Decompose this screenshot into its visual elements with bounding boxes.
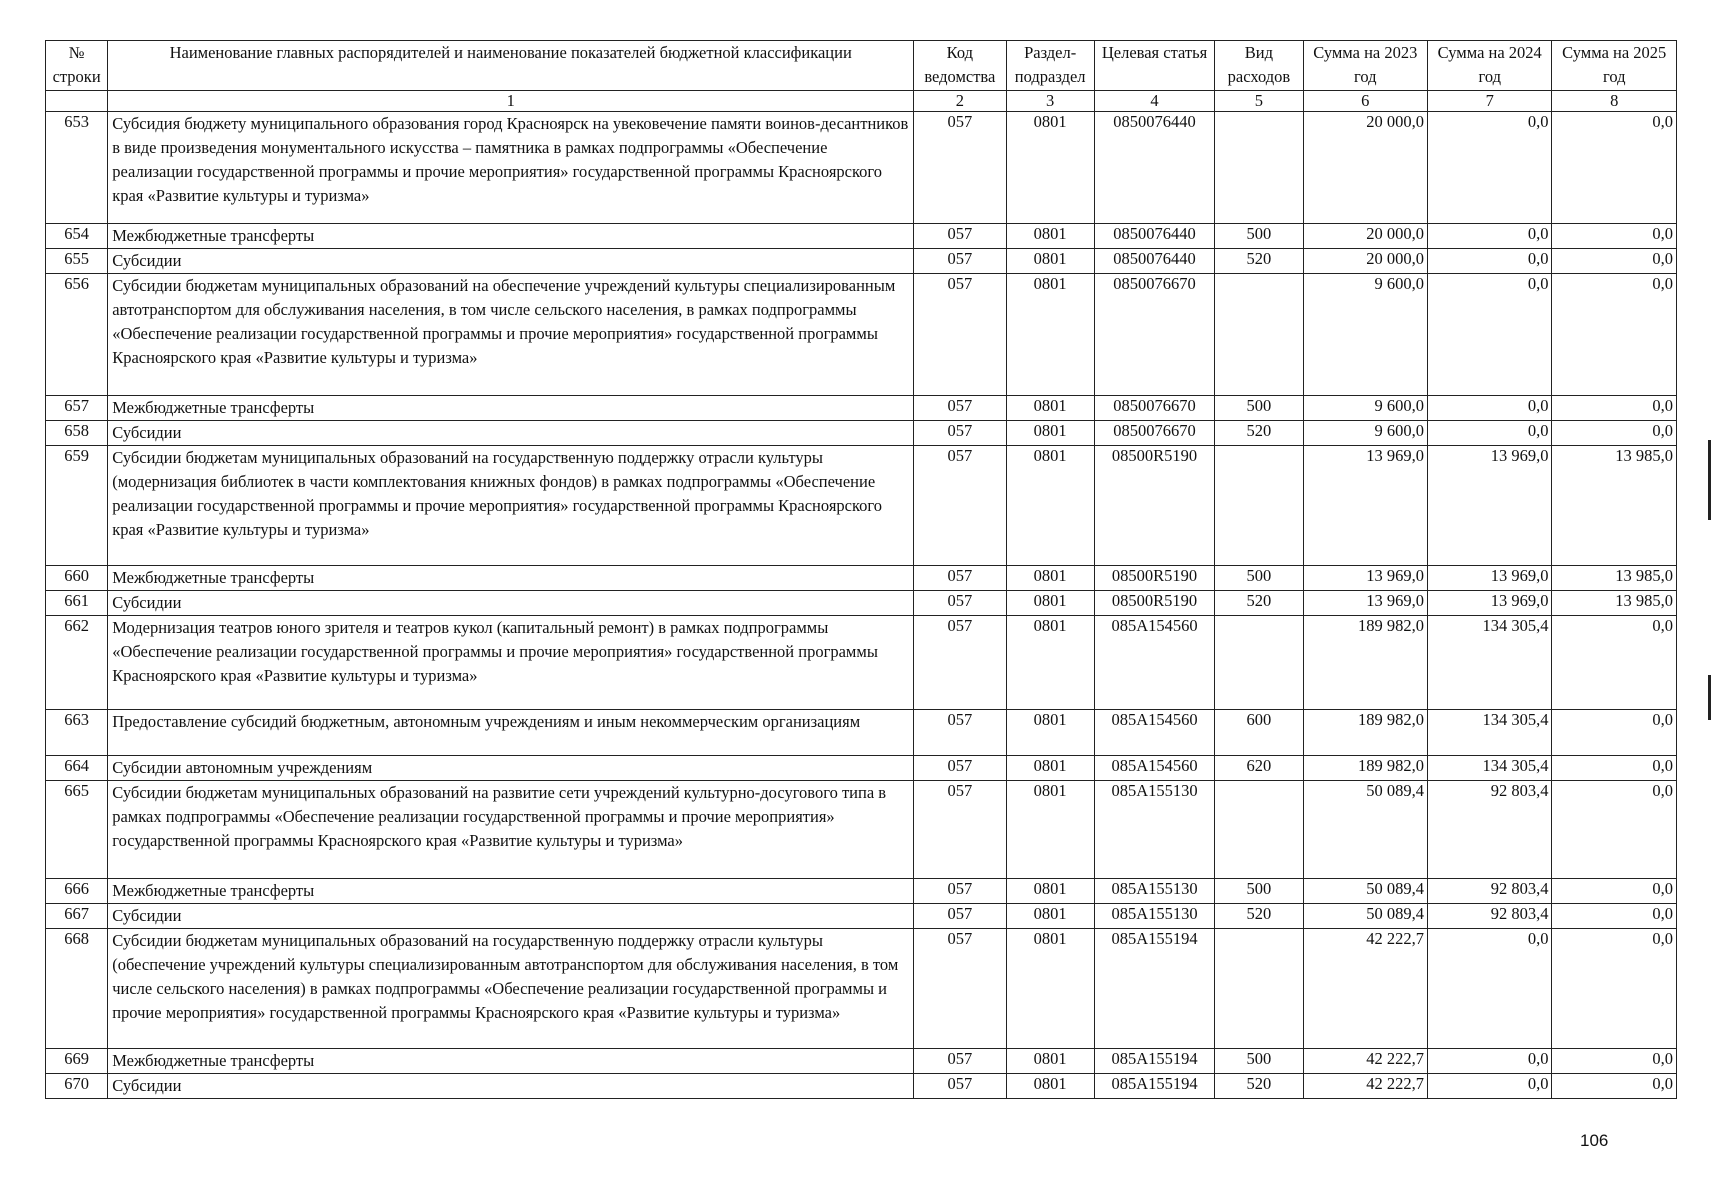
row-sum-2023: 189 982,0 [1303,710,1427,756]
row-sum-2025: 0,0 [1552,929,1677,1049]
table-row [46,396,1677,421]
row-target-article: 0850076440 [1094,112,1214,224]
row-name: Межбюджетные трансферты [108,1049,914,1074]
row-sum-2025: 0,0 [1552,224,1677,249]
row-expense-type [1215,781,1303,879]
table-row [46,249,1677,274]
table-row [46,591,1677,616]
row-sum-2023: 50 089,4 [1303,879,1427,904]
row-expense-type [1215,616,1303,710]
row-sum-2023: 20 000,0 [1303,112,1427,224]
row-expense-type: 500 [1215,566,1303,591]
row-expense-type: 520 [1215,421,1303,446]
row-target-article: 085А155130 [1094,781,1214,879]
row-number: 670 [46,1074,108,1099]
table-row [46,112,1677,224]
column-number: 5 [1215,91,1303,112]
row-section: 0801 [1006,710,1094,756]
row-target-article: 0850076670 [1094,274,1214,396]
row-sum-2023: 9 600,0 [1303,421,1427,446]
row-number: 659 [46,446,108,566]
table-row [46,274,1677,396]
row-target-article: 08500R5190 [1094,566,1214,591]
table-row [46,421,1677,446]
table-row [46,781,1677,879]
table-row [46,566,1677,591]
table-row [46,904,1677,929]
row-sum-2024: 0,0 [1428,396,1552,421]
row-section: 0801 [1006,879,1094,904]
row-section: 0801 [1006,781,1094,879]
row-section: 0801 [1006,756,1094,781]
row-target-article: 085А155194 [1094,1074,1214,1099]
column-number: 3 [1006,91,1094,112]
column-number-row [46,91,1677,112]
row-target-article: 0850076670 [1094,421,1214,446]
row-number: 667 [46,904,108,929]
row-number: 653 [46,112,108,224]
row-sum-2023: 50 089,4 [1303,781,1427,879]
row-section: 0801 [1006,616,1094,710]
row-section: 0801 [1006,396,1094,421]
row-target-article: 085А155130 [1094,904,1214,929]
row-dept-code: 057 [914,710,1006,756]
row-number: 658 [46,421,108,446]
row-section: 0801 [1006,446,1094,566]
row-section: 0801 [1006,929,1094,1049]
row-section: 0801 [1006,566,1094,591]
row-sum-2024: 0,0 [1428,1049,1552,1074]
row-sum-2023: 189 982,0 [1303,756,1427,781]
table-row [46,446,1677,566]
row-number: 660 [46,566,108,591]
row-dept-code: 057 [914,224,1006,249]
row-number: 661 [46,591,108,616]
column-number [46,91,108,112]
column-number: 2 [914,91,1006,112]
row-target-article: 085А154560 [1094,616,1214,710]
row-sum-2024: 92 803,4 [1428,904,1552,929]
row-sum-2024: 0,0 [1428,929,1552,1049]
header-section: Раздел-подраздел [1006,41,1094,91]
row-number: 663 [46,710,108,756]
table-body [46,112,1677,1099]
row-expense-type: 520 [1215,1074,1303,1099]
row-sum-2024: 0,0 [1428,112,1552,224]
row-section: 0801 [1006,1049,1094,1074]
row-sum-2025: 0,0 [1552,421,1677,446]
row-sum-2023: 20 000,0 [1303,249,1427,274]
row-sum-2024: 134 305,4 [1428,756,1552,781]
row-number: 669 [46,1049,108,1074]
row-sum-2023: 189 982,0 [1303,616,1427,710]
row-target-article: 0850076440 [1094,249,1214,274]
row-name: Субсидии бюджетам муниципальных образований на государственную поддержку отрасли культуры (модернизация библиотек в части комплектования книжных фондов) в рамках подпрограммы «Обеспечение реализации государственной программы и прочие мероприятия» государственной программы Красноярского края «Развитие культуры и туризма» [108,446,914,566]
row-expense-type: 500 [1215,879,1303,904]
row-sum-2024: 13 969,0 [1428,446,1552,566]
row-name: Межбюджетные трансферты [108,879,914,904]
row-sum-2024: 0,0 [1428,421,1552,446]
row-dept-code: 057 [914,274,1006,396]
row-sum-2024: 0,0 [1428,249,1552,274]
row-section: 0801 [1006,224,1094,249]
row-name: Межбюджетные трансферты [108,566,914,591]
column-number: 1 [108,91,914,112]
row-dept-code: 057 [914,112,1006,224]
header-sum-2023: Сумма на 2023 год [1303,41,1427,91]
row-number: 666 [46,879,108,904]
row-dept-code: 057 [914,591,1006,616]
row-sum-2025: 0,0 [1552,756,1677,781]
header-name: Наименование главных распорядителей и наименование показателей бюджетной классификации [108,41,914,91]
row-section: 0801 [1006,112,1094,224]
row-target-article: 08500R5190 [1094,591,1214,616]
row-sum-2023: 42 222,7 [1303,1074,1427,1099]
row-dept-code: 057 [914,249,1006,274]
row-sum-2024: 13 969,0 [1428,566,1552,591]
column-number: 7 [1428,91,1552,112]
row-sum-2023: 42 222,7 [1303,929,1427,1049]
table-row [46,710,1677,756]
row-sum-2024: 13 969,0 [1428,591,1552,616]
row-sum-2025: 0,0 [1552,396,1677,421]
column-number: 4 [1094,91,1214,112]
row-dept-code: 057 [914,566,1006,591]
row-dept-code: 057 [914,1049,1006,1074]
row-sum-2023: 9 600,0 [1303,274,1427,396]
row-sum-2025: 13 985,0 [1552,446,1677,566]
row-expense-type: 500 [1215,224,1303,249]
row-sum-2025: 0,0 [1552,112,1677,224]
row-name: Субсидии [108,421,914,446]
header-dept-code: Код ведомства [914,41,1006,91]
row-number: 655 [46,249,108,274]
row-sum-2023: 20 000,0 [1303,224,1427,249]
row-section: 0801 [1006,1074,1094,1099]
row-expense-type: 500 [1215,1049,1303,1074]
row-number: 656 [46,274,108,396]
row-dept-code: 057 [914,756,1006,781]
row-dept-code: 057 [914,396,1006,421]
row-sum-2025: 0,0 [1552,249,1677,274]
row-sum-2023: 42 222,7 [1303,1049,1427,1074]
row-sum-2025: 0,0 [1552,710,1677,756]
row-name: Субсидии бюджетам муниципальных образований на государственную поддержку отрасли культуры (обеспечение учреждений культуры специализированным автотранспортом для обслуживания населения, в том числе сельского населения) в рамках подпрограммы «Обеспечение реализации государственной программы и прочие мероприятия» государственной программы Красноярского края «Развитие культуры и туризма» [108,929,914,1049]
row-sum-2025: 0,0 [1552,616,1677,710]
row-sum-2025: 0,0 [1552,781,1677,879]
row-sum-2025: 0,0 [1552,904,1677,929]
row-dept-code: 057 [914,1074,1006,1099]
row-number: 654 [46,224,108,249]
row-number: 665 [46,781,108,879]
row-sum-2024: 0,0 [1428,224,1552,249]
table-row [46,929,1677,1049]
row-sum-2023: 13 969,0 [1303,591,1427,616]
row-name: Межбюджетные трансферты [108,396,914,421]
header-sum-2024: Сумма на 2024 год [1428,41,1552,91]
row-sum-2025: 13 985,0 [1552,566,1677,591]
header-sum-2025: Сумма на 2025 год [1552,41,1677,91]
row-section: 0801 [1006,274,1094,396]
table-row [46,224,1677,249]
row-expense-type: 520 [1215,904,1303,929]
row-expense-type: 520 [1215,249,1303,274]
row-expense-type: 500 [1215,396,1303,421]
row-expense-type: 600 [1215,710,1303,756]
row-dept-code: 057 [914,446,1006,566]
table-row [46,756,1677,781]
row-sum-2023: 13 969,0 [1303,446,1427,566]
page-number: 106 [1580,1131,1609,1150]
row-dept-code: 057 [914,781,1006,879]
row-name: Субсидии [108,591,914,616]
row-dept-code: 057 [914,929,1006,1049]
row-target-article: 085А154560 [1094,756,1214,781]
row-dept-code: 057 [914,879,1006,904]
row-target-article: 0850076670 [1094,396,1214,421]
row-sum-2024: 92 803,4 [1428,781,1552,879]
row-sum-2024: 134 305,4 [1428,710,1552,756]
row-number: 664 [46,756,108,781]
row-dept-code: 057 [914,421,1006,446]
row-sum-2025: 0,0 [1552,879,1677,904]
row-sum-2024: 134 305,4 [1428,616,1552,710]
row-section: 0801 [1006,591,1094,616]
row-section: 0801 [1006,421,1094,446]
row-sum-2023: 9 600,0 [1303,396,1427,421]
row-sum-2025: 0,0 [1552,1049,1677,1074]
header-row-number: № строки [46,41,108,91]
row-target-article: 0850076440 [1094,224,1214,249]
row-target-article: 085А154560 [1094,710,1214,756]
row-expense-type: 520 [1215,591,1303,616]
row-sum-2023: 13 969,0 [1303,566,1427,591]
header-target-article: Целевая статья [1094,41,1214,91]
row-name: Предоставление субсидий бюджетным, автономным учреждениям и иным некоммерческим организациям [108,710,914,756]
row-name: Субсидии [108,249,914,274]
row-name: Субсидии [108,904,914,929]
table-row [46,1049,1677,1074]
row-sum-2025: 13 985,0 [1552,591,1677,616]
row-name: Субсидии бюджетам муниципальных образований на обеспечение учреждений культуры специализированным автотранспортом для обслуживания населения, в том числе сельского населения, в рамках подпрограммы «Обеспечение реализации государственной программы и прочие мероприятия» государственной программы Красноярского края «Развитие культуры и туризма» [108,274,914,396]
table-header-row [46,41,1677,91]
row-expense-type [1215,929,1303,1049]
row-sum-2024: 0,0 [1428,274,1552,396]
row-expense-type [1215,112,1303,224]
table-row [46,616,1677,710]
row-target-article: 085А155130 [1094,879,1214,904]
row-expense-type [1215,274,1303,396]
row-name: Субсидия бюджету муниципального образования город Красноярск на увековечение памяти воинов-десантников в виде произведения монументального искусства – памятника в рамках подпрограммы «Обеспечение реализации государственной программы и прочие мероприятия» государственной программы Красноярского края «Развитие культуры и туризма» [108,112,914,224]
row-expense-type: 620 [1215,756,1303,781]
row-name: Субсидии [108,1074,914,1099]
row-sum-2024: 92 803,4 [1428,879,1552,904]
row-sum-2024: 0,0 [1428,1074,1552,1099]
row-number: 662 [46,616,108,710]
row-section: 0801 [1006,249,1094,274]
row-name: Межбюджетные трансферты [108,224,914,249]
row-target-article: 085А155194 [1094,929,1214,1049]
column-number: 6 [1303,91,1427,112]
row-sum-2023: 50 089,4 [1303,904,1427,929]
row-name: Модернизация театров юного зрителя и театров кукол (капитальный ремонт) в рамках подпрограммы «Обеспечение реализации государственной программы и прочие мероприятия» государственной программы Красноярского края «Развитие культуры и туризма» [108,616,914,710]
row-number: 657 [46,396,108,421]
table-row [46,1074,1677,1099]
budget-table-sheet [45,40,1677,1099]
budget-table [45,40,1677,1099]
row-section: 0801 [1006,904,1094,929]
header-expense-type: Вид расходов [1215,41,1303,91]
row-number: 668 [46,929,108,1049]
row-dept-code: 057 [914,904,1006,929]
row-expense-type [1215,446,1303,566]
row-name: Субсидии автономным учреждениям [108,756,914,781]
row-target-article: 08500R5190 [1094,446,1214,566]
row-name: Субсидии бюджетам муниципальных образований на развитие сети учреждений культурно-досугового типа в рамках подпрограммы «Обеспечение реализации государственной программы и прочие мероприятия» государственной программы Красноярского края «Развитие культуры и туризма» [108,781,914,879]
column-number: 8 [1552,91,1677,112]
row-target-article: 085А155194 [1094,1049,1214,1074]
row-dept-code: 057 [914,616,1006,710]
row-sum-2025: 0,0 [1552,274,1677,396]
table-row [46,879,1677,904]
row-sum-2025: 0,0 [1552,1074,1677,1099]
